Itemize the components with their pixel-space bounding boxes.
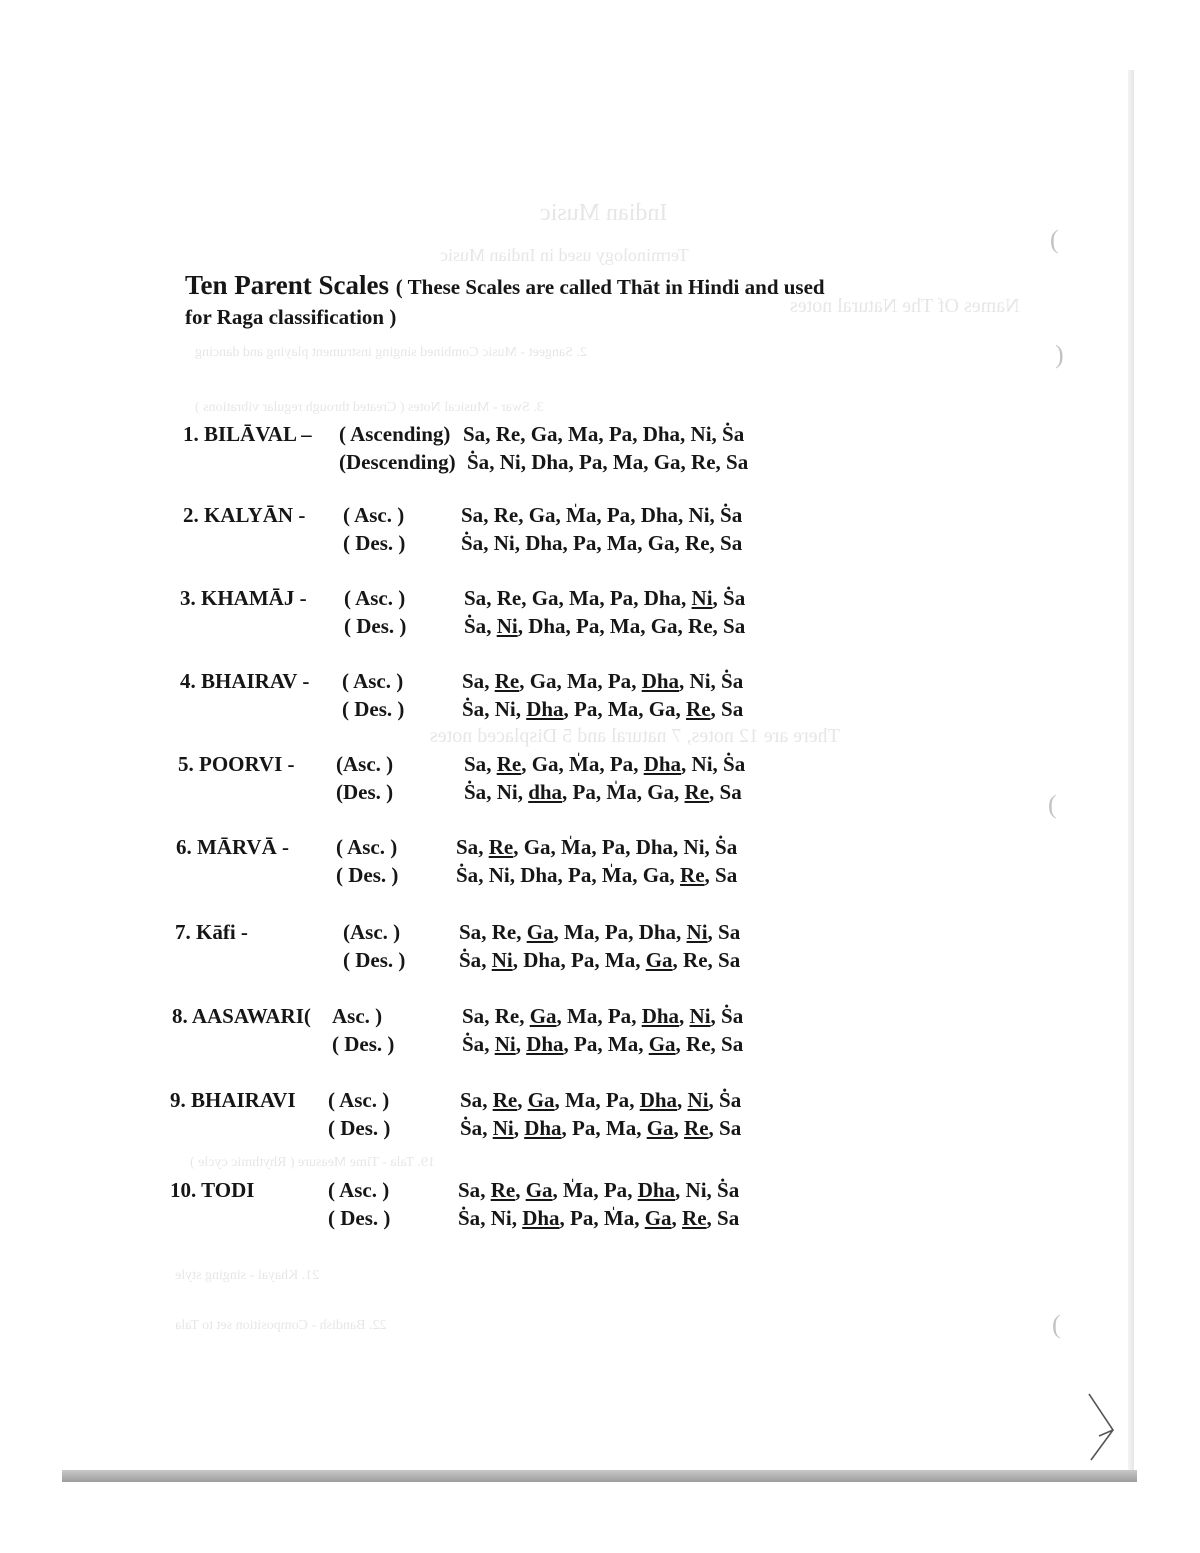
note: Dha — [639, 1088, 678, 1112]
descending-label: ( Des. ) — [343, 948, 406, 972]
note: Ga — [653, 450, 681, 474]
title-aside-continued: for Raga classification ) — [185, 305, 397, 329]
note: Ni — [691, 586, 713, 610]
note: Pa — [607, 669, 632, 693]
ascending-label: (Asc. ) — [343, 920, 401, 944]
bleed-through-text: Names Of The Natural notes — [790, 295, 1020, 317]
note: Ni — [494, 697, 516, 721]
note: Ṡa — [467, 450, 490, 474]
note: Dha — [642, 422, 681, 446]
note: Ga — [642, 863, 670, 887]
scan-bottom-edge — [62, 1470, 1137, 1482]
note: Re — [495, 422, 521, 446]
note: Ga — [529, 1004, 557, 1028]
note: Pa — [573, 531, 597, 555]
note: Ṡa — [721, 669, 744, 693]
descending-notes: Ṡa, Ni, Dha, Pa, Ma, Ga, Re, Sa — [467, 450, 749, 474]
note: M̍a — [561, 835, 592, 859]
descending-notes: Ṡa, Ni, Dha, Pa, Ma, Ga, Re, Sa — [459, 948, 741, 972]
note: Dha — [640, 503, 679, 527]
note: Ga — [523, 835, 551, 859]
note: Pa — [607, 1004, 632, 1028]
scale-name: 4. BHAIRAV - — [180, 669, 310, 693]
note: Dha — [523, 948, 561, 972]
ascending-label: ( Asc. ) — [328, 1178, 390, 1202]
note: Re — [490, 1178, 516, 1202]
note: Ni — [686, 920, 708, 944]
note: Dha — [526, 697, 564, 721]
note: Sa — [462, 669, 485, 693]
note: Ni — [687, 1088, 709, 1112]
note: Ṡa — [462, 1032, 485, 1056]
note: Ga — [527, 1088, 555, 1112]
descending-label: ( Des. ) — [336, 863, 399, 887]
title-aside: ( These Scales are called Thāt in Hindi and used — [395, 275, 825, 299]
note: Ga — [531, 586, 559, 610]
note: Ni — [496, 780, 518, 804]
note: Re — [494, 669, 520, 693]
bleed-through-text: 2. Sangeet - Music Combined singing instrument playing and dancing — [195, 345, 587, 360]
margin-mark: ) — [1055, 340, 1064, 369]
note: Ṡa — [722, 422, 745, 446]
note: Ṡa — [464, 780, 487, 804]
ascending-label: ( Asc. ) — [344, 586, 406, 610]
note: Ni — [691, 752, 713, 776]
note: Ma — [567, 669, 598, 693]
ascending-notes: Sa, Re, Ga, M̍a, Pa, Dha, Ni, Ṡa — [461, 503, 743, 527]
descending-notes: Ṡa, Ni, Dha, Pa, M̍a, Ga, Re, Sa — [458, 1206, 740, 1230]
ascending-notes: Sa, Re, Ga, Ma, Pa, Dha, Ni, Sa — [459, 920, 741, 944]
note: Dha — [643, 752, 682, 776]
note: Sa — [719, 1116, 742, 1140]
note: Ma — [606, 531, 638, 555]
descending-label: ( Des. ) — [328, 1206, 391, 1230]
note: Re — [684, 780, 710, 804]
note: Dha — [635, 835, 674, 859]
note: Pa — [601, 835, 626, 859]
note: Ga — [529, 669, 557, 693]
note: M̍a — [566, 503, 597, 527]
note: Ga — [647, 531, 675, 555]
note: Ga — [525, 1178, 553, 1202]
bleed-through-text: 21. Khayal - singing style — [175, 1268, 320, 1283]
note: Ma — [609, 614, 641, 638]
note: dha — [528, 780, 563, 804]
note: Dha — [641, 1004, 680, 1028]
note: Ga — [530, 422, 558, 446]
note: Ga — [531, 752, 559, 776]
note: Sa — [460, 1088, 483, 1112]
note: Ni — [689, 1004, 711, 1028]
descending-notes: Ṡa, Ni, dha, Pa, M̍a, Ga, Re, Sa — [464, 780, 742, 804]
note: Dha — [638, 920, 677, 944]
descending-label: ( Des. ) — [343, 531, 406, 555]
note: Dha — [522, 1206, 560, 1230]
note: Pa — [572, 780, 596, 804]
note: Sa — [718, 920, 741, 944]
note: Sa — [458, 1178, 481, 1202]
ascending-label: ( Asc. ) — [342, 669, 404, 693]
note: Ga — [526, 920, 554, 944]
note: Ni — [494, 1032, 516, 1056]
ascending-notes: Sa, Re, Ga, Ma, Pa, Dha, Ni, Ṡa — [464, 586, 746, 610]
note: Ni — [689, 669, 711, 693]
note: Pa — [609, 752, 634, 776]
bleed-through-text: 3. Swar - Musical Notes ( Created through regular vibrations ) — [195, 400, 544, 415]
descending-notes: Ṡa, Ni, Dha, Pa, Ma, Ga, Re, Sa — [461, 531, 743, 555]
note: Ni — [688, 503, 710, 527]
ascending-notes: Sa, Re, Ga, M̍a, Pa, Dha, Ni, Ṡa — [456, 835, 738, 859]
descending-label: ( Des. ) — [328, 1116, 391, 1140]
note: Ṡa — [719, 1088, 742, 1112]
note: Re — [494, 1004, 520, 1028]
note: Pa — [576, 614, 600, 638]
note: Re — [496, 586, 522, 610]
ascending-label: ( Asc. ) — [336, 835, 398, 859]
descending-notes: Ṡa, Ni, Dha, Pa, Ma, Ga, Re, Sa — [462, 697, 744, 721]
note: Ga — [648, 697, 676, 721]
note: Ga — [650, 614, 678, 638]
note: Pa — [604, 920, 629, 944]
note: Ṡa — [458, 1206, 481, 1230]
note: Re — [685, 531, 710, 555]
note: Ma — [604, 948, 636, 972]
bleed-through-text: There are 12 notes, 7 natural and 5 Displaced notes — [430, 725, 840, 747]
note: Sa — [723, 614, 746, 638]
ascending-label: (Asc. ) — [336, 752, 394, 776]
note: Re — [492, 1088, 518, 1112]
scale-name: 3. KHAMĀJ - — [180, 586, 307, 610]
ascending-notes: Sa, Re, Ga, Ma, Pa, Dha, Ni, Ṡa — [462, 1004, 744, 1028]
note: Ga — [645, 948, 673, 972]
note: Ni — [492, 1116, 514, 1140]
note: M̍a — [603, 1206, 635, 1230]
note: Pa — [606, 503, 631, 527]
note: Ma — [569, 586, 600, 610]
note: Re — [493, 503, 519, 527]
descending-notes: Ṡa, Ni, Dha, Pa, Ma, Ga, Re, Sa — [462, 1032, 744, 1056]
note: Ni — [493, 531, 515, 555]
note: Re — [686, 697, 711, 721]
note: Re — [686, 1032, 711, 1056]
note: Re — [496, 752, 522, 776]
note: M̍a — [569, 752, 600, 776]
note: M̍a — [601, 863, 633, 887]
note: Ṡa — [462, 697, 485, 721]
ascending-label: Asc. ) — [332, 1004, 383, 1028]
note: Sa — [720, 531, 743, 555]
note: Sa — [715, 863, 738, 887]
note: Re — [680, 863, 705, 887]
note: Ṡa — [461, 531, 484, 555]
scan-edge — [1128, 70, 1134, 1470]
note: Dha — [520, 863, 558, 887]
ascending-notes: Sa, Re, Ga, M̍a, Pa, Dha, Ni, Ṡa — [458, 1178, 740, 1202]
note: Dha — [643, 586, 682, 610]
scale-name: 2. KALYĀN - — [183, 503, 306, 527]
scale-name: 6. MĀRVĀ - — [176, 835, 289, 859]
margin-scribble — [1085, 1390, 1125, 1470]
note: Dha — [525, 531, 563, 555]
note: Pa — [574, 697, 598, 721]
note: Re — [683, 948, 708, 972]
note: Ma — [565, 1088, 596, 1112]
note: Sa — [456, 835, 479, 859]
note: Ga — [646, 1116, 674, 1140]
note: Ṡa — [460, 1116, 483, 1140]
note: Re — [491, 920, 517, 944]
ascending-notes: Sa, Re, Ga, Ma, Pa, Dha, Ni, Ṡa — [460, 1088, 742, 1112]
note: Ni — [488, 863, 510, 887]
note: Ga — [648, 1032, 676, 1056]
note: Sa — [718, 948, 741, 972]
ascending-notes: Sa, Re, Ga, Ma, Pa, Dha, Ni, Ṡa — [463, 422, 745, 446]
note: Sa — [721, 1032, 744, 1056]
bleed-through-text: Terminology used in Indian Music — [440, 245, 689, 265]
note: Re — [691, 450, 716, 474]
note: Ni — [496, 614, 518, 638]
note: Pa — [605, 1088, 630, 1112]
descending-label: (Des. ) — [336, 780, 394, 804]
note: Ma — [567, 1004, 598, 1028]
ascending-notes: Sa, Re, Ga, M̍a, Pa, Dha, Ni, Ṡa — [464, 752, 746, 776]
scale-name: 8. AASAWARI( — [172, 1004, 311, 1028]
note: Pa — [571, 948, 595, 972]
ascending-notes: Sa, Re, Ga, Ma, Pa, Dha, Ni, Ṡa — [462, 669, 744, 693]
note: M̍a — [606, 780, 637, 804]
ascending-label: ( Ascending) — [339, 422, 451, 446]
note: Ṡa — [464, 614, 487, 638]
title-main: Ten Parent Scales — [185, 270, 390, 300]
scale-name: 5. POORVI - — [178, 752, 295, 776]
note: Dha — [524, 1116, 562, 1140]
note: Pa — [572, 1116, 596, 1140]
page-title — [185, 270, 945, 302]
note: Ma — [607, 1032, 639, 1056]
note: Sa — [464, 586, 487, 610]
descending-notes: Ṡa, Ni, Dha, Pa, Ma, Ga, Re, Sa — [464, 614, 746, 638]
note: Dha — [528, 614, 566, 638]
descending-label: ( Des. ) — [344, 614, 407, 638]
note: Pa — [608, 422, 633, 446]
note: Dha — [531, 450, 569, 474]
note: Re — [688, 614, 713, 638]
note: Ni — [685, 1178, 707, 1202]
note: Sa — [721, 697, 744, 721]
bleed-through-text: 22. Bandish - Composition set to Tala — [175, 1318, 387, 1333]
note: Ma — [605, 1116, 637, 1140]
note: Ni — [683, 835, 705, 859]
ascending-label: ( Asc. ) — [328, 1088, 390, 1112]
scale-name: 10. TODI — [170, 1178, 255, 1202]
margin-mark: ( — [1052, 1310, 1061, 1339]
note: Sa — [719, 780, 742, 804]
note: Sa — [461, 503, 484, 527]
margin-mark: ( — [1050, 225, 1059, 254]
note: Pa — [574, 1032, 598, 1056]
note: Ma — [568, 422, 599, 446]
descending-label: (Descending) — [339, 450, 456, 474]
descending-notes: Ṡa, Ni, Dha, Pa, Ma, Ga, Re, Sa — [460, 1116, 742, 1140]
note: Pa — [609, 586, 634, 610]
note: Sa — [459, 920, 482, 944]
note: Re — [684, 1116, 709, 1140]
note: Ga — [644, 1206, 672, 1230]
note: M̍a — [563, 1178, 594, 1202]
ascending-label: ( Asc. ) — [343, 503, 405, 527]
descending-label: ( Des. ) — [342, 697, 405, 721]
scale-name: 9. BHAIRAVI — [170, 1088, 296, 1112]
bleed-through-text: 19. Tala - Time Measure ( Rhythmic cycle ) — [190, 1155, 435, 1170]
note: Sa — [717, 1206, 740, 1230]
note: Ṡa — [459, 948, 482, 972]
note: Ma — [612, 450, 644, 474]
note: Re — [682, 1206, 707, 1230]
note: Ma — [564, 920, 595, 944]
note: Sa — [464, 752, 487, 776]
note: Re — [488, 835, 514, 859]
scale-name: 7. Kāfi - — [175, 920, 248, 944]
note: Dha — [526, 1032, 564, 1056]
note: Ma — [607, 697, 639, 721]
note: Ga — [647, 780, 675, 804]
note: Pa — [579, 450, 603, 474]
note: Ṡa — [723, 752, 746, 776]
note: Pa — [603, 1178, 628, 1202]
note: Ṡa — [723, 586, 746, 610]
note: Ṡa — [456, 863, 479, 887]
note: Sa — [463, 422, 486, 446]
bleed-through-text: Indian Music — [540, 200, 668, 226]
descending-label: ( Des. ) — [332, 1032, 395, 1056]
note: Ṡa — [715, 835, 738, 859]
margin-mark: ( — [1048, 790, 1057, 819]
note: Ni — [499, 450, 521, 474]
note: Pa — [568, 863, 592, 887]
note: Sa — [462, 1004, 485, 1028]
note: Pa — [570, 1206, 594, 1230]
note: Ni — [490, 1206, 512, 1230]
note: Ṡa — [717, 1178, 740, 1202]
note: Ni — [690, 422, 712, 446]
scale-name: 1. BILĀVAL – — [183, 422, 312, 446]
note: Sa — [726, 450, 749, 474]
note: Dha — [641, 669, 680, 693]
note: Dha — [637, 1178, 676, 1202]
note: Ṡa — [720, 503, 743, 527]
note: Ga — [528, 503, 556, 527]
descending-notes: Ṡa, Ni, Dha, Pa, M̍a, Ga, Re, Sa — [456, 863, 738, 887]
note: Ṡa — [721, 1004, 744, 1028]
note: Ni — [491, 948, 513, 972]
